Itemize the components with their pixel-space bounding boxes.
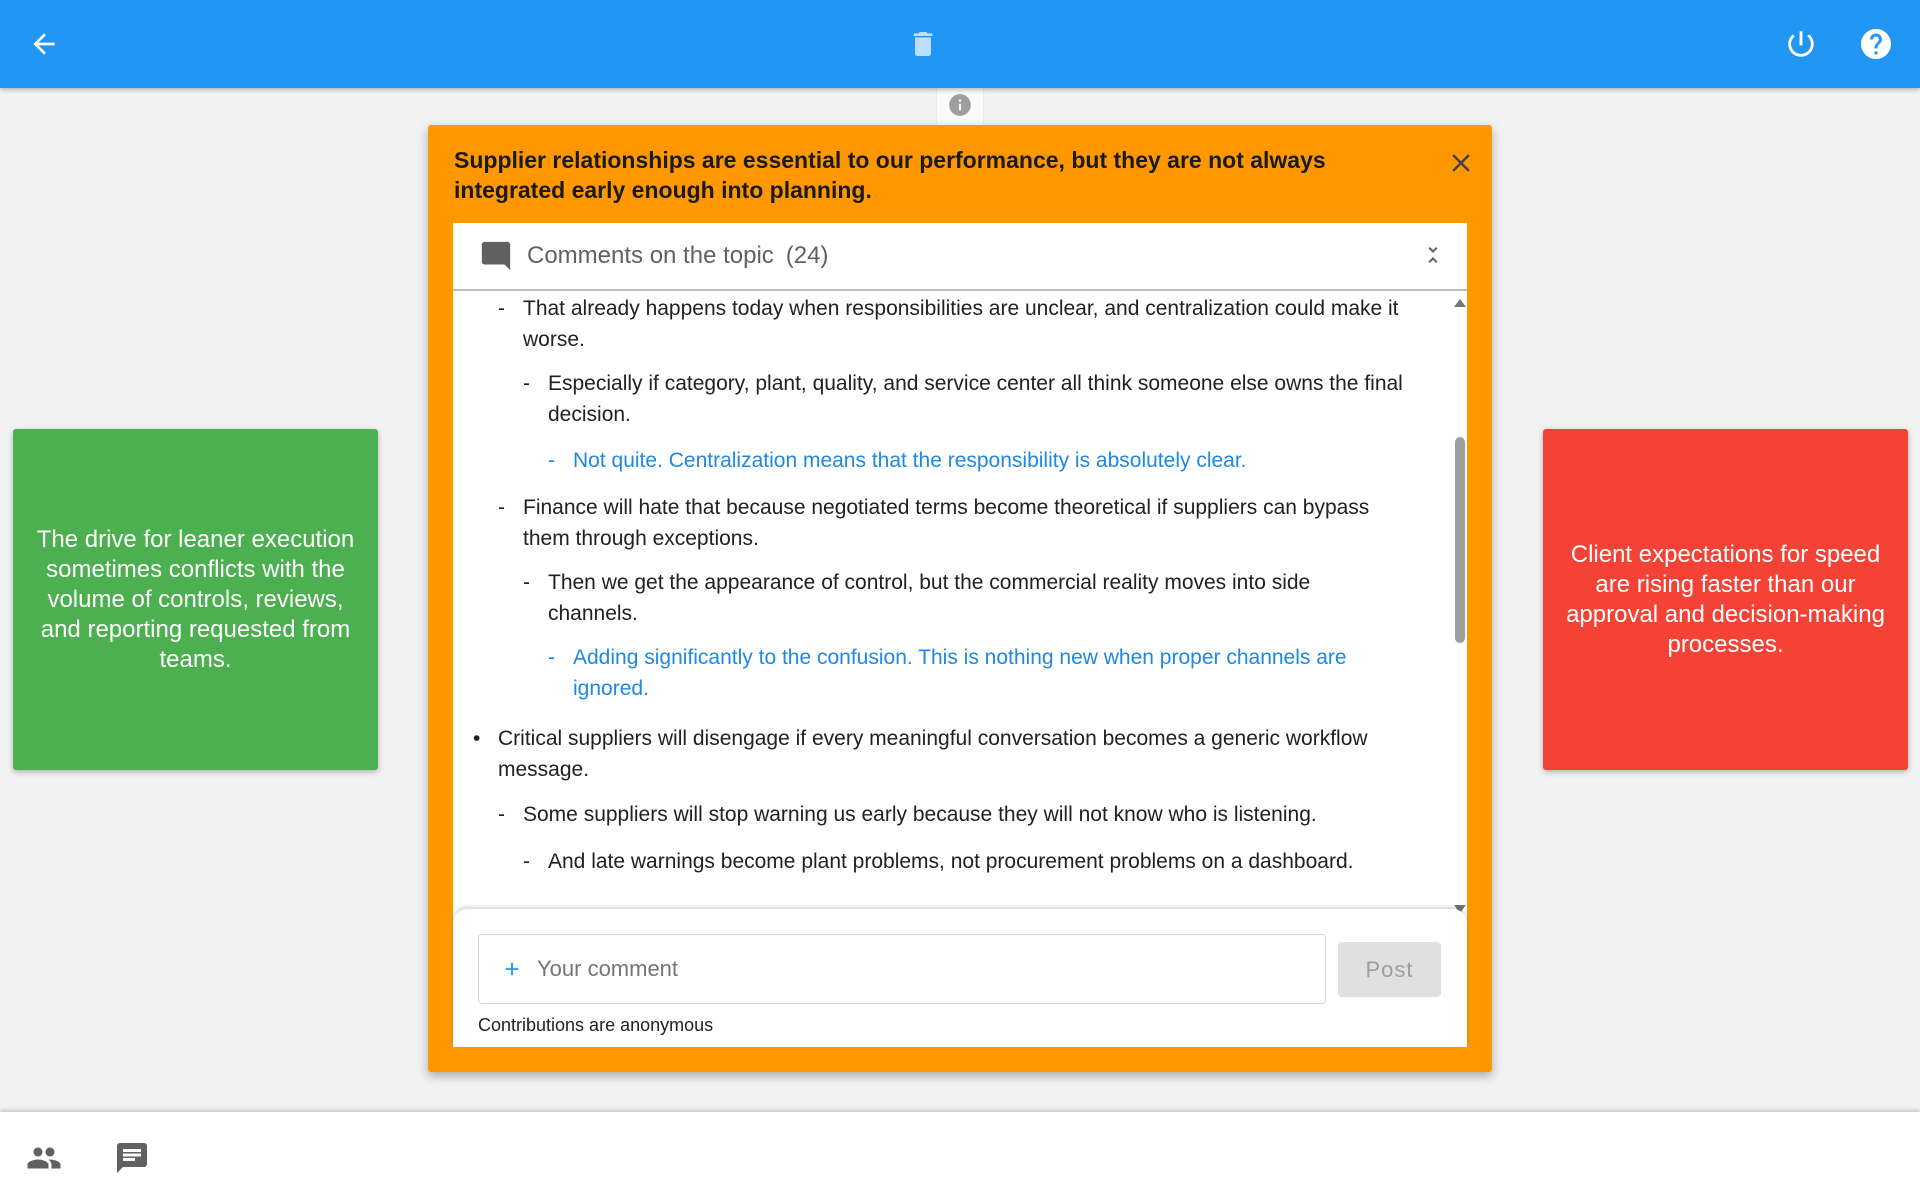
info-button[interactable] xyxy=(937,88,983,126)
topic-card-left[interactable] xyxy=(13,429,378,770)
plus-icon[interactable] xyxy=(501,958,523,980)
scrollbar-thumb[interactable] xyxy=(1455,437,1465,643)
comments-count: (24) xyxy=(785,242,829,269)
delete-button[interactable] xyxy=(901,22,945,66)
comment-thread xyxy=(453,293,1467,931)
topic-card-right[interactable] xyxy=(1543,429,1908,770)
people-icon xyxy=(26,1140,62,1176)
bottom-bar xyxy=(0,1112,1920,1200)
comment-item[interactable]: - And late warnings become plant problems, not procurement problems on a dashboard. xyxy=(523,850,1354,873)
comments-header-label: Comments on the topic xyxy=(527,242,774,269)
comment-item[interactable]: - Not quite. Centralization means that the responsibility is absolutely clear. xyxy=(548,449,1247,472)
comment-item[interactable]: • Critical suppliers will disengage if every meaningful conversation becomes a generic workflow message. xyxy=(473,727,1368,781)
comment-icon xyxy=(479,239,513,273)
arrow-left-icon xyxy=(28,28,60,60)
power-button[interactable] xyxy=(1779,22,1823,66)
topic-modal xyxy=(428,125,1492,1072)
help-icon xyxy=(1858,26,1894,62)
help-button[interactable] xyxy=(1854,22,1898,66)
comment-text: Adding significantly to the confusion. This is nothing new when proper channels are ignored. xyxy=(573,646,1347,700)
comment-text: Finance will hate that because negotiated terms become theoretical if suppliers can bypass them through exceptions. xyxy=(523,496,1370,550)
comment-input-box[interactable] xyxy=(478,934,1326,1004)
comment-text: That already happens today when responsibilities are unclear, and centralization could make it worse. xyxy=(523,297,1399,351)
info-icon xyxy=(947,92,973,123)
post-button[interactable]: Post xyxy=(1338,942,1441,997)
comment-input[interactable] xyxy=(537,956,1297,982)
comment-item[interactable]: - Especially if category, plant, quality, and service center all think someone else owns the final decision. xyxy=(523,372,1403,426)
comment-text: Not quite. Centralization means that the responsibility is absolutely clear. xyxy=(573,449,1247,472)
comment-item[interactable]: - Then we get the appearance of control, but the commercial reality moves into side channels. xyxy=(523,571,1311,625)
top-app-bar xyxy=(0,0,1920,88)
back-button[interactable] xyxy=(22,22,66,66)
comment-text: And late warnings become plant problems, not procurement problems on a dashboard. xyxy=(548,850,1354,873)
comment-text: Some suppliers will stop warning us early because they will not know who is listening. xyxy=(523,803,1317,826)
unfold-less-icon xyxy=(1421,243,1445,272)
collapse-button[interactable] xyxy=(1418,242,1448,272)
chat-button[interactable] xyxy=(110,1136,154,1180)
scroll-up-arrow[interactable] xyxy=(1454,299,1466,307)
anonymous-note: Contributions are anonymous xyxy=(478,1015,714,1035)
comment-text: Critical suppliers will disengage if every meaningful conversation becomes a generic workflow message. xyxy=(498,727,1368,781)
trash-icon xyxy=(907,28,939,60)
close-icon xyxy=(1446,148,1476,183)
topic-card-text: Client expectations for speed are rising faster than our approval and decision-making processes. xyxy=(1566,540,1885,658)
close-button[interactable] xyxy=(1441,145,1481,185)
participants-button[interactable] xyxy=(22,1136,66,1180)
topic-card-text: The drive for leaner execution sometimes conflicts with the volume of controls, reviews, and reporting requested from teams. xyxy=(36,525,355,673)
comments-panel xyxy=(453,223,1467,1047)
comment-text: Then we get the appearance of control, but the commercial reality moves into side channels. xyxy=(548,571,1311,625)
chat-icon xyxy=(114,1140,150,1176)
power-icon xyxy=(1784,27,1818,61)
comment-item[interactable]: - Some suppliers will stop warning us early because they will not know who is listening. xyxy=(498,803,1317,826)
comment-item[interactable]: - That already happens today when responsibilities are unclear, and centralization could make it worse. xyxy=(498,297,1399,351)
comment-composer xyxy=(453,909,1467,1047)
comment-text: Especially if category, plant, quality, and service center all think someone else owns the final decision. xyxy=(548,372,1403,426)
modal-title: Supplier relationships are essential to our performance, but they are not always integrated early enough into planning. xyxy=(454,147,1326,203)
comment-item[interactable]: - Adding significantly to the confusion. This is nothing new when proper channels are ignored. xyxy=(548,646,1347,700)
comment-item[interactable]: - Finance will hate that because negotiated terms become theoretical if suppliers can bypass them through exceptions. xyxy=(498,496,1370,550)
comments-header xyxy=(453,223,1467,291)
